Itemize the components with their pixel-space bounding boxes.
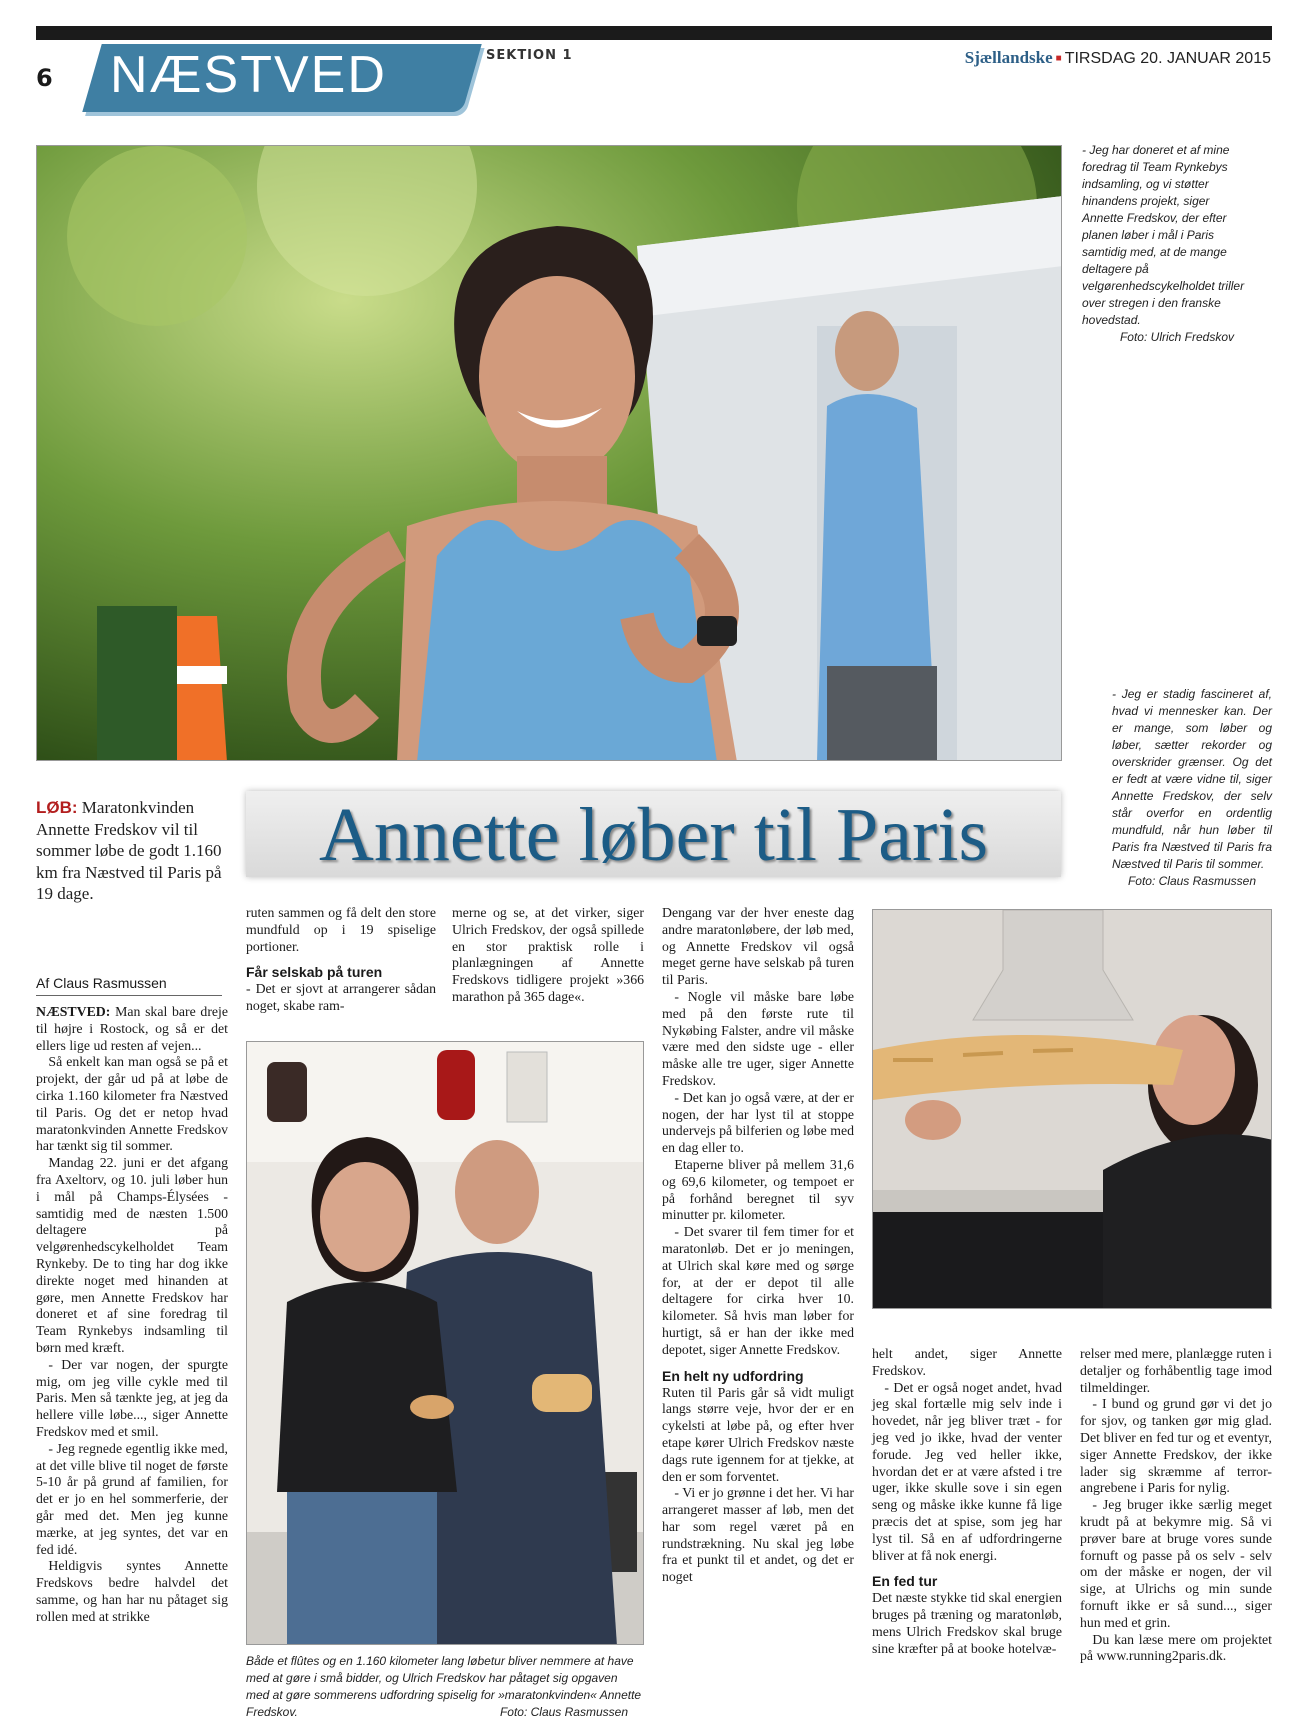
photo-credit: Foto: Claus Rasmussen bbox=[1127, 874, 1256, 888]
runner-photo bbox=[36, 145, 1062, 761]
paragraph: Etaperne bliver på mellem 31,6 og 69,6 kilometer, og tempoet er på forhånd beregnet til syv minutter pr. kilometer. bbox=[662, 1156, 854, 1223]
caption-text: Både et flûtes og en 1.160 kilometer lang løbetur bliver nemmere at have med at gøre i små bidder, og Ulrich Fredskov har påtaget sig opgaven med at gøre sommerens udfordring spiselig for »maratonkvinden« Annette Fredskov. bbox=[246, 1654, 642, 1719]
paragraph: Du kan læse mere om projektet på www.running2paris.dk. bbox=[1080, 1631, 1272, 1664]
paragraph: Mandag 22. juni er det afgang fra Axeltorv, og 10. juli løber hun i mål på Champs-Élysées - samtidig med de næsten 1.500 deltagere på velgørenhedscykelholdet Team Rynkeby. De to ting har dog ikke direkte noget med hinanden at gøre, men Annette Fredskov har doneret et af sine foredrag til Team Rynkebys indsamling til børn med kræft. bbox=[36, 1155, 228, 1355]
section-name: NÆSTVED bbox=[110, 46, 387, 104]
paragraph: - Det svarer til fem timer for et maratonløb. Det er jo meningen, at Ulrich skal køre med og sørge for, at der er depot til alle deltagere for cirka hver 10. kilometer. Så hvis man løber for hurtigt, så er han der ikke med depotet, siger Annette Fredskov. bbox=[662, 1224, 854, 1357]
paragraph: merne og se, at det virker, siger Ulrich Fredskov, der også spillede en stor praktisk rolle i planlægningen af Annette Fredskovs tidligere projekt »366 marathon på 365 dage«. bbox=[452, 905, 644, 1004]
column-4 bbox=[662, 905, 854, 1586]
headline: Annette løber til Paris bbox=[318, 793, 989, 877]
paragraph: - Nogle vil måske bare løbe med på den første rute til Nykøbing Falster, andre vil måske være med den sidste uge - eller måske alle tre uger, siger Annette Fredskov. bbox=[662, 988, 854, 1088]
paragraph: ruten sammen og få delt den store mundfuld op i 19 spiselige portioner. bbox=[246, 905, 436, 954]
couple-photo-caption bbox=[246, 1653, 644, 1721]
paragraph: - I bund og grund gør vi det jo for sjov, og tanken gør mig glad. Det bliver en fed tur og et eventyr, siger Annette Fredskov, der ikke lader sig skræmme af terror-angrebene i Paris for nylig. bbox=[1080, 1396, 1272, 1496]
runner-photo-caption bbox=[1082, 142, 1250, 346]
column-1 bbox=[36, 1004, 228, 1625]
caption-text: - Jeg er stadig fascineret af, hvad vi mennesker kan. Der er mange, som løber og løber, sætter rekorder og overskrider grænser. Og det er fedt at være vidne til, siger Annette Fredskov, der selv står overfor en ordentlig mundfuld, når hun løber til Paris fra Næstved til Paris fra Næstved til Paris til sommer. bbox=[1112, 687, 1272, 871]
paragraph: - Jeg bruger ikke særlig meget krudt på at bekymre mig. Så vi prøver bare at bruge vores sunde fornuft og passe på os selv - selv om der måske er nogen, der vil sige, at Ulrichs og min sunde fornuft ikke er så sund..., siger hun med et grin. bbox=[1080, 1497, 1272, 1630]
column-2 bbox=[246, 905, 436, 1015]
paragraph: - Det kan jo også være, at der er nogen, der har lyst til at stoppe undervejs på bilferien og løbe med en dag eller to. bbox=[662, 1089, 854, 1156]
paragraph: Så enkelt kan man også se på et projekt, der går ud på at løbe de cirka 1.160 kilometer fra Næstved til Paris. Og det er netop hvad maratonkvinden Annette Fredskov har tænkt sig til sommer. bbox=[36, 1054, 228, 1154]
column-5 bbox=[872, 1346, 1062, 1658]
paragraph: - Det er sjovt at arrangerer sådan noget, skabe ram- bbox=[246, 981, 436, 1014]
photo-credit: Foto: Claus Rasmussen bbox=[499, 1705, 628, 1719]
section-label: SEKTION 1 bbox=[486, 48, 573, 63]
dateline: NÆSTVED: bbox=[36, 1004, 111, 1019]
issue-date: TIRSDAG 20. JANUAR 2015 bbox=[1064, 50, 1271, 67]
baguette-photo bbox=[872, 909, 1272, 1309]
caption-text: - Jeg har doneret et af mine foredrag til Team Rynkebys indsamling, og vi støtter hinandens projekt, siger Annette Fredskov, der efter planen løber i mål i Paris samtidig med, at de mange deltagere på velgørenhedscykelholdet triller over stregen i den franske hovedstad. bbox=[1082, 143, 1245, 327]
runner-photo-caption-2 bbox=[1112, 686, 1272, 890]
subheading: En helt ny udfordring bbox=[662, 1367, 804, 1384]
column-6 bbox=[1080, 1346, 1272, 1665]
paragraph: - Vi er jo grønne i det her. Vi har arrangeret masser af løb, men det har som regel været på en rundstrækning. Nu skal jeg løbe fra et punkt til et andet, og det er noget bbox=[662, 1485, 854, 1585]
paragraph: Ruten til Paris går så vidt muligt langs større veje, hvor der er en cykelsti at løbe på, og efter hver etape kører Ulrich Fredskov næste dags rute igennem for at tjekke, at den er som forventet. bbox=[662, 1384, 854, 1484]
paragraph: - Det er også noget andet, hvad jeg skal fortælle mig selv inde i hovedet, når jeg bliver træt - for jeg ved jo ikke, hvad der venter forude. Jeg ved heller ikke, hvordan det er at være afsted i tre uger, ikke skulle sove i sin egen seng og måske ikke kunne få lige præcis det at spise, som jeg har lyst til. Så en af udfordringerne bliver at få nok energi. bbox=[872, 1379, 1062, 1563]
paragraph: Det næste stykke tid skal energien bruges på træning og maratonløb, mens Ulrich Fredskov skal bruge sine kræfter på at booke hotelvæ- bbox=[872, 1590, 1062, 1656]
lead-text: Maratonkvinden Annette Fredskov vil til sommer løbe de godt 1.160 km fra Næstved til Paris på 19 dage. bbox=[36, 798, 222, 903]
photo-credit: Foto: Ulrich Fredskov bbox=[1119, 330, 1234, 344]
subheading: En fed tur bbox=[872, 1573, 938, 1590]
column-3 bbox=[452, 905, 644, 1006]
top-rule bbox=[36, 26, 1272, 40]
paragraph: Man skal bare dreje til højre i Rostock, og så er det ellers lige ud resten af vejen... bbox=[36, 1004, 228, 1053]
paragraph: helt andet, siger Annette Fredskov. bbox=[872, 1346, 1062, 1378]
masthead bbox=[965, 48, 1271, 68]
paragraph: - Der var nogen, der spurgte mig, om jeg ville cykle med til Paris. Men så tænkte jeg, at jeg da hellere ville løbe..., siger Annette Fredskov med et smil. bbox=[36, 1356, 228, 1439]
paragraph: Heldigvis syntes Annette Fredskovs bedre halvdel det samme, og han har nu påtaget sig rollen med at strikke bbox=[36, 1558, 228, 1624]
paragraph: - Jeg regnede egentlig ikke med, at det ville blive til noget de første 5-10 år på grund af familien, for det er jo en hel sommerferie, der går med det. Men jeg kunne mærke, at jeg syntes, det var en fed idé. bbox=[36, 1440, 228, 1557]
paragraph: Dengang var der hver eneste dag andre maratonløbere, der løb med, og Annette Fredskov vil også meget gerne have selskab på turen til Paris. bbox=[662, 905, 854, 988]
square-icon: ■ bbox=[1055, 53, 1062, 65]
subheading: Får selskab på turen bbox=[246, 964, 383, 981]
paper-name: Sjællandske bbox=[964, 48, 1053, 67]
page-number: 6 bbox=[36, 64, 53, 92]
kicker: LØB: bbox=[36, 798, 78, 817]
byline: Af Claus Rasmussen bbox=[36, 975, 222, 996]
paragraph: relser med mere, planlægge ruten i detaljer og forhåbentlig tage imod tilmeldinger. bbox=[1080, 1346, 1272, 1395]
couple-kitchen-photo bbox=[246, 1041, 644, 1645]
lead bbox=[36, 797, 226, 905]
